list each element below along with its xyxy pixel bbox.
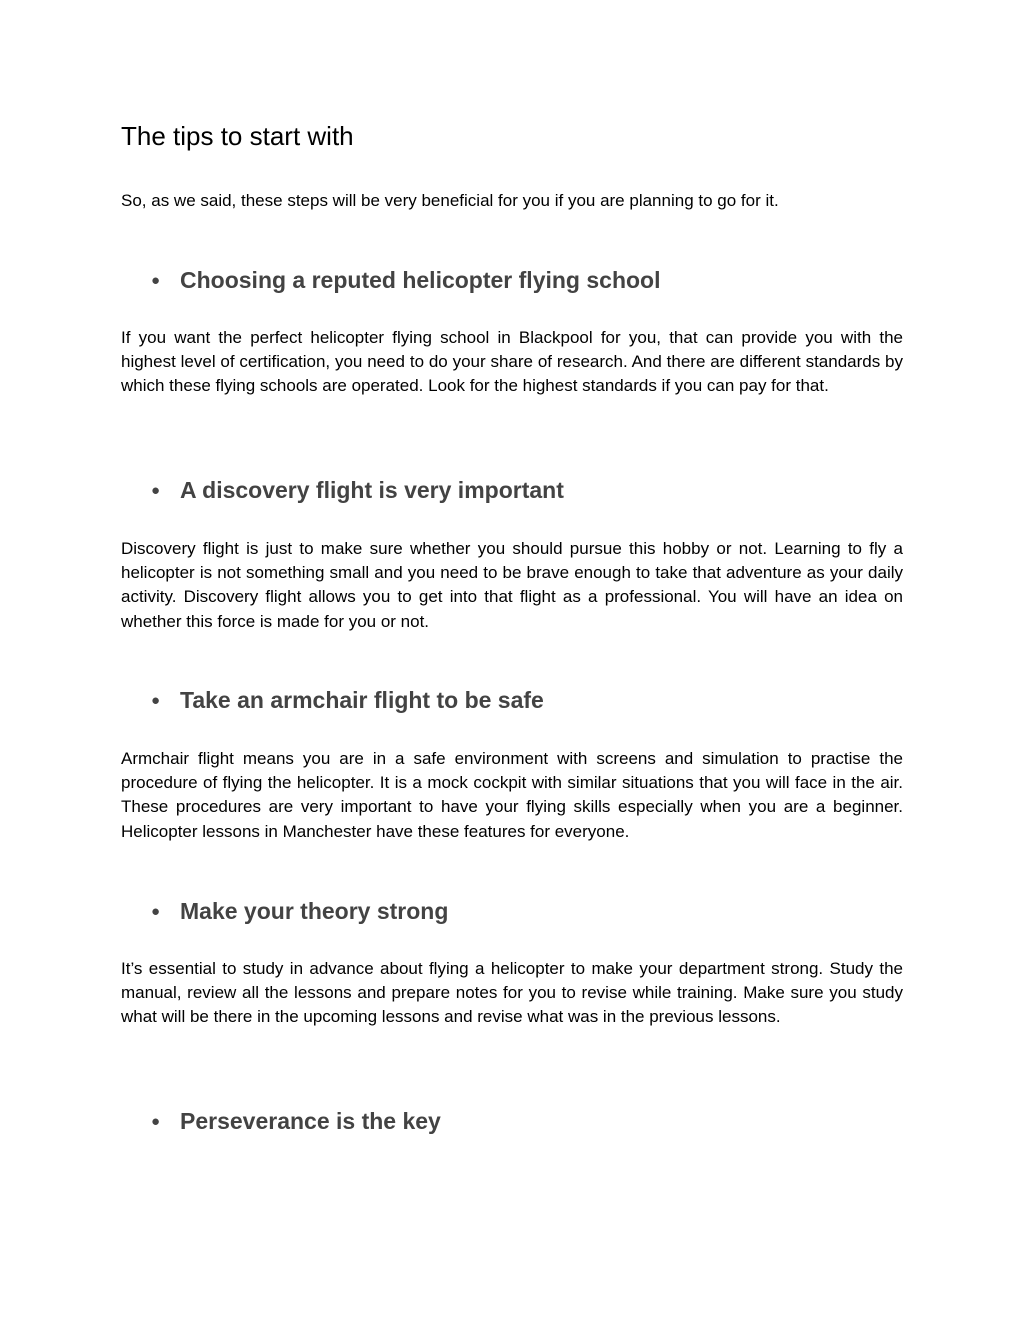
bullet-icon: ● bbox=[151, 272, 161, 289]
section-heading-text: Choosing a reputed helicopter flying school bbox=[180, 267, 661, 293]
section-heading-text: A discovery flight is very important bbox=[180, 477, 564, 503]
section-paragraph-3: Armchair flight means you are in a safe environment with screens and simulation to practise the procedure of flying the helicopter. It is a mock cockpit with similar situations that you will face in the air. These procedures are very important to have your flying skills especially when you are a beginner. Helicopter lessons in Manchester have these features for everyone. bbox=[121, 749, 903, 841]
section-heading-1 bbox=[151, 265, 660, 296]
bullet-icon: ● bbox=[151, 1113, 161, 1130]
section-heading-3 bbox=[151, 685, 544, 716]
section-paragraph-1: If you want the perfect helicopter flying school in Blackpool for you, that can provide you with the highest level of certification, you need to do your share of research. And there are different standards by which these flying schools are operated. Look for the highest standards if you can pay for that. bbox=[121, 328, 903, 396]
intro-paragraph: So, as we said, these steps will be very beneficial for you if you are planning to go for it. bbox=[121, 191, 779, 210]
bullet-icon: ● bbox=[151, 482, 161, 499]
section-paragraph-4: It’s essential to study in advance about flying a helicopter to make your department strong. Study the manual, review all the lessons and prepare notes for you to revise while training. Make sure you study what will be there in the upcoming lessons and revise what was in the previous lessons. bbox=[121, 959, 903, 1027]
bullet-icon: ● bbox=[151, 903, 161, 920]
section-paragraph-2: Discovery flight is just to make sure whether you should pursue this hobby or not. Learning to fly a helicopter is not something small and you need to be brave enough to take that adventure as your daily activity. Discovery flight allows you to get into that flight as a professional. You will have an idea on whether this force is made for you or not. bbox=[121, 539, 903, 631]
bullet-icon: ● bbox=[151, 692, 161, 709]
page-title: The tips to start with bbox=[121, 121, 354, 151]
section-heading-text: Take an armchair flight to be safe bbox=[180, 687, 544, 713]
section-heading-text: Perseverance is the key bbox=[180, 1108, 441, 1134]
section-heading-text: Make your theory strong bbox=[180, 898, 449, 924]
section-heading-4 bbox=[151, 896, 448, 927]
section-heading-2 bbox=[151, 475, 564, 506]
section-heading-5 bbox=[151, 1106, 441, 1137]
